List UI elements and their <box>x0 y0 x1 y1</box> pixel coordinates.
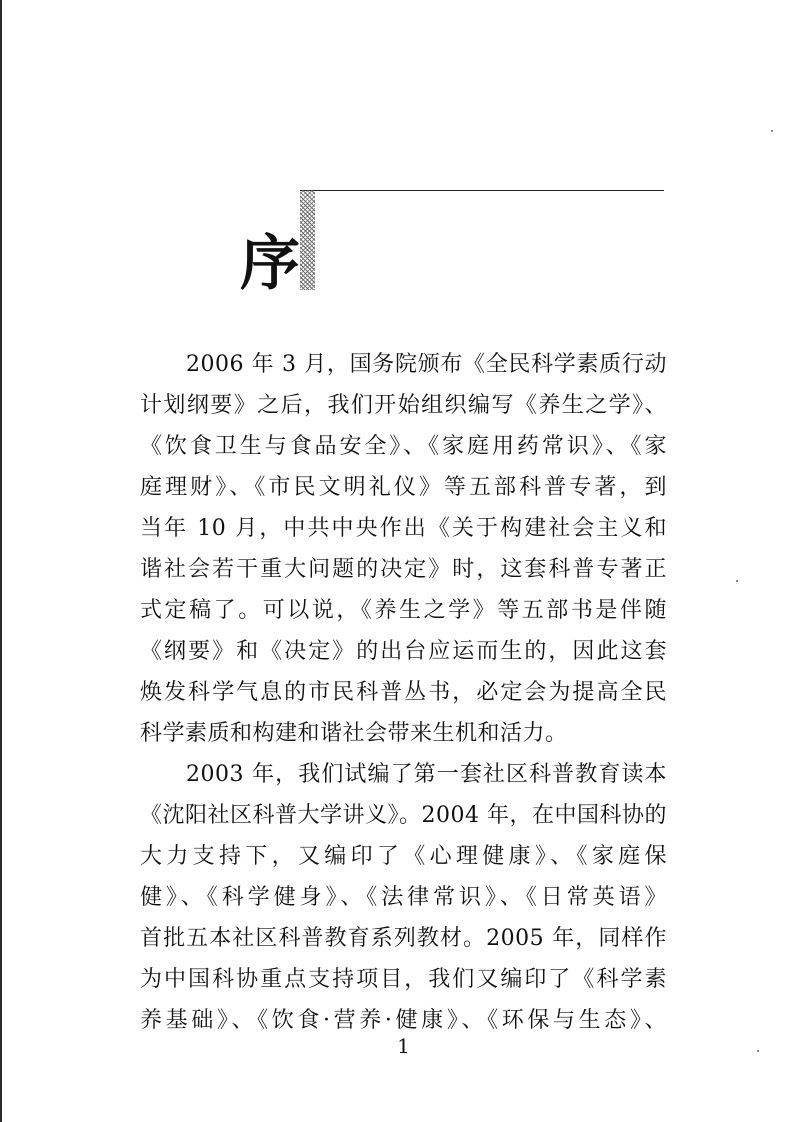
text-line: 谐社会若干重大问题的决定》时，这套科普专著正 <box>140 557 667 582</box>
page-edge <box>0 0 2 1122</box>
text-line: 养基础》、《饮食·营养·健康》、《环保与生态》、 <box>140 1008 667 1033</box>
body-text <box>140 344 667 1041</box>
text-line: 为中国科协重点支持项目，我们又编印了《科学素 <box>140 967 667 992</box>
header-rule <box>300 190 664 191</box>
text-line: 2006 年 3 月，国务院颁布《全民科学素质行动 <box>186 352 667 377</box>
text-line: 计划纲要》之后，我们开始组织编写《养生之学》、 <box>140 393 667 418</box>
page-number: 1 <box>397 1034 410 1058</box>
text-line: 大力支持下，又编印了《心理健康》、《家庭保 <box>140 844 667 869</box>
text-line: 首批五本社区科普教育系列教材。2005 年，同样作 <box>140 926 667 951</box>
text-line: 式定稿了。可以说，《养生之学》等五部书是伴随 <box>140 598 667 623</box>
text-line: 《纲要》和《决定》的出台应运而生的，因此这套 <box>140 639 667 664</box>
text-line: 2003 年，我们试编了第一套社区科普教育读本 <box>186 762 667 787</box>
text-line: 《沈阳社区科普大学讲义》。2004 年，在中国科协的 <box>140 803 667 828</box>
scan-speck <box>757 1050 759 1052</box>
text-line: 庭理财》、《市民文明礼仪》等五部科普专著，到 <box>140 475 667 500</box>
text-line: 当年 10 月，中共中央作出《关于构建社会主义和 <box>140 516 667 541</box>
chapter-title: 序 <box>240 229 300 299</box>
text-line: 焕发科学气息的市民科普丛书，必定会为提高全民 <box>140 680 667 705</box>
scan-speck <box>736 580 738 582</box>
text-line: 科学素质和构建和谐社会带来生机和活力。 <box>140 721 568 746</box>
header-pattern <box>300 190 315 290</box>
text-line: 健》、《科学健身》、《法律常识》、《日常英语》 <box>140 885 667 910</box>
scan-speck <box>771 130 773 132</box>
text-line: 《饮食卫生与食品安全》、《家庭用药常识》、《家 <box>140 434 667 459</box>
